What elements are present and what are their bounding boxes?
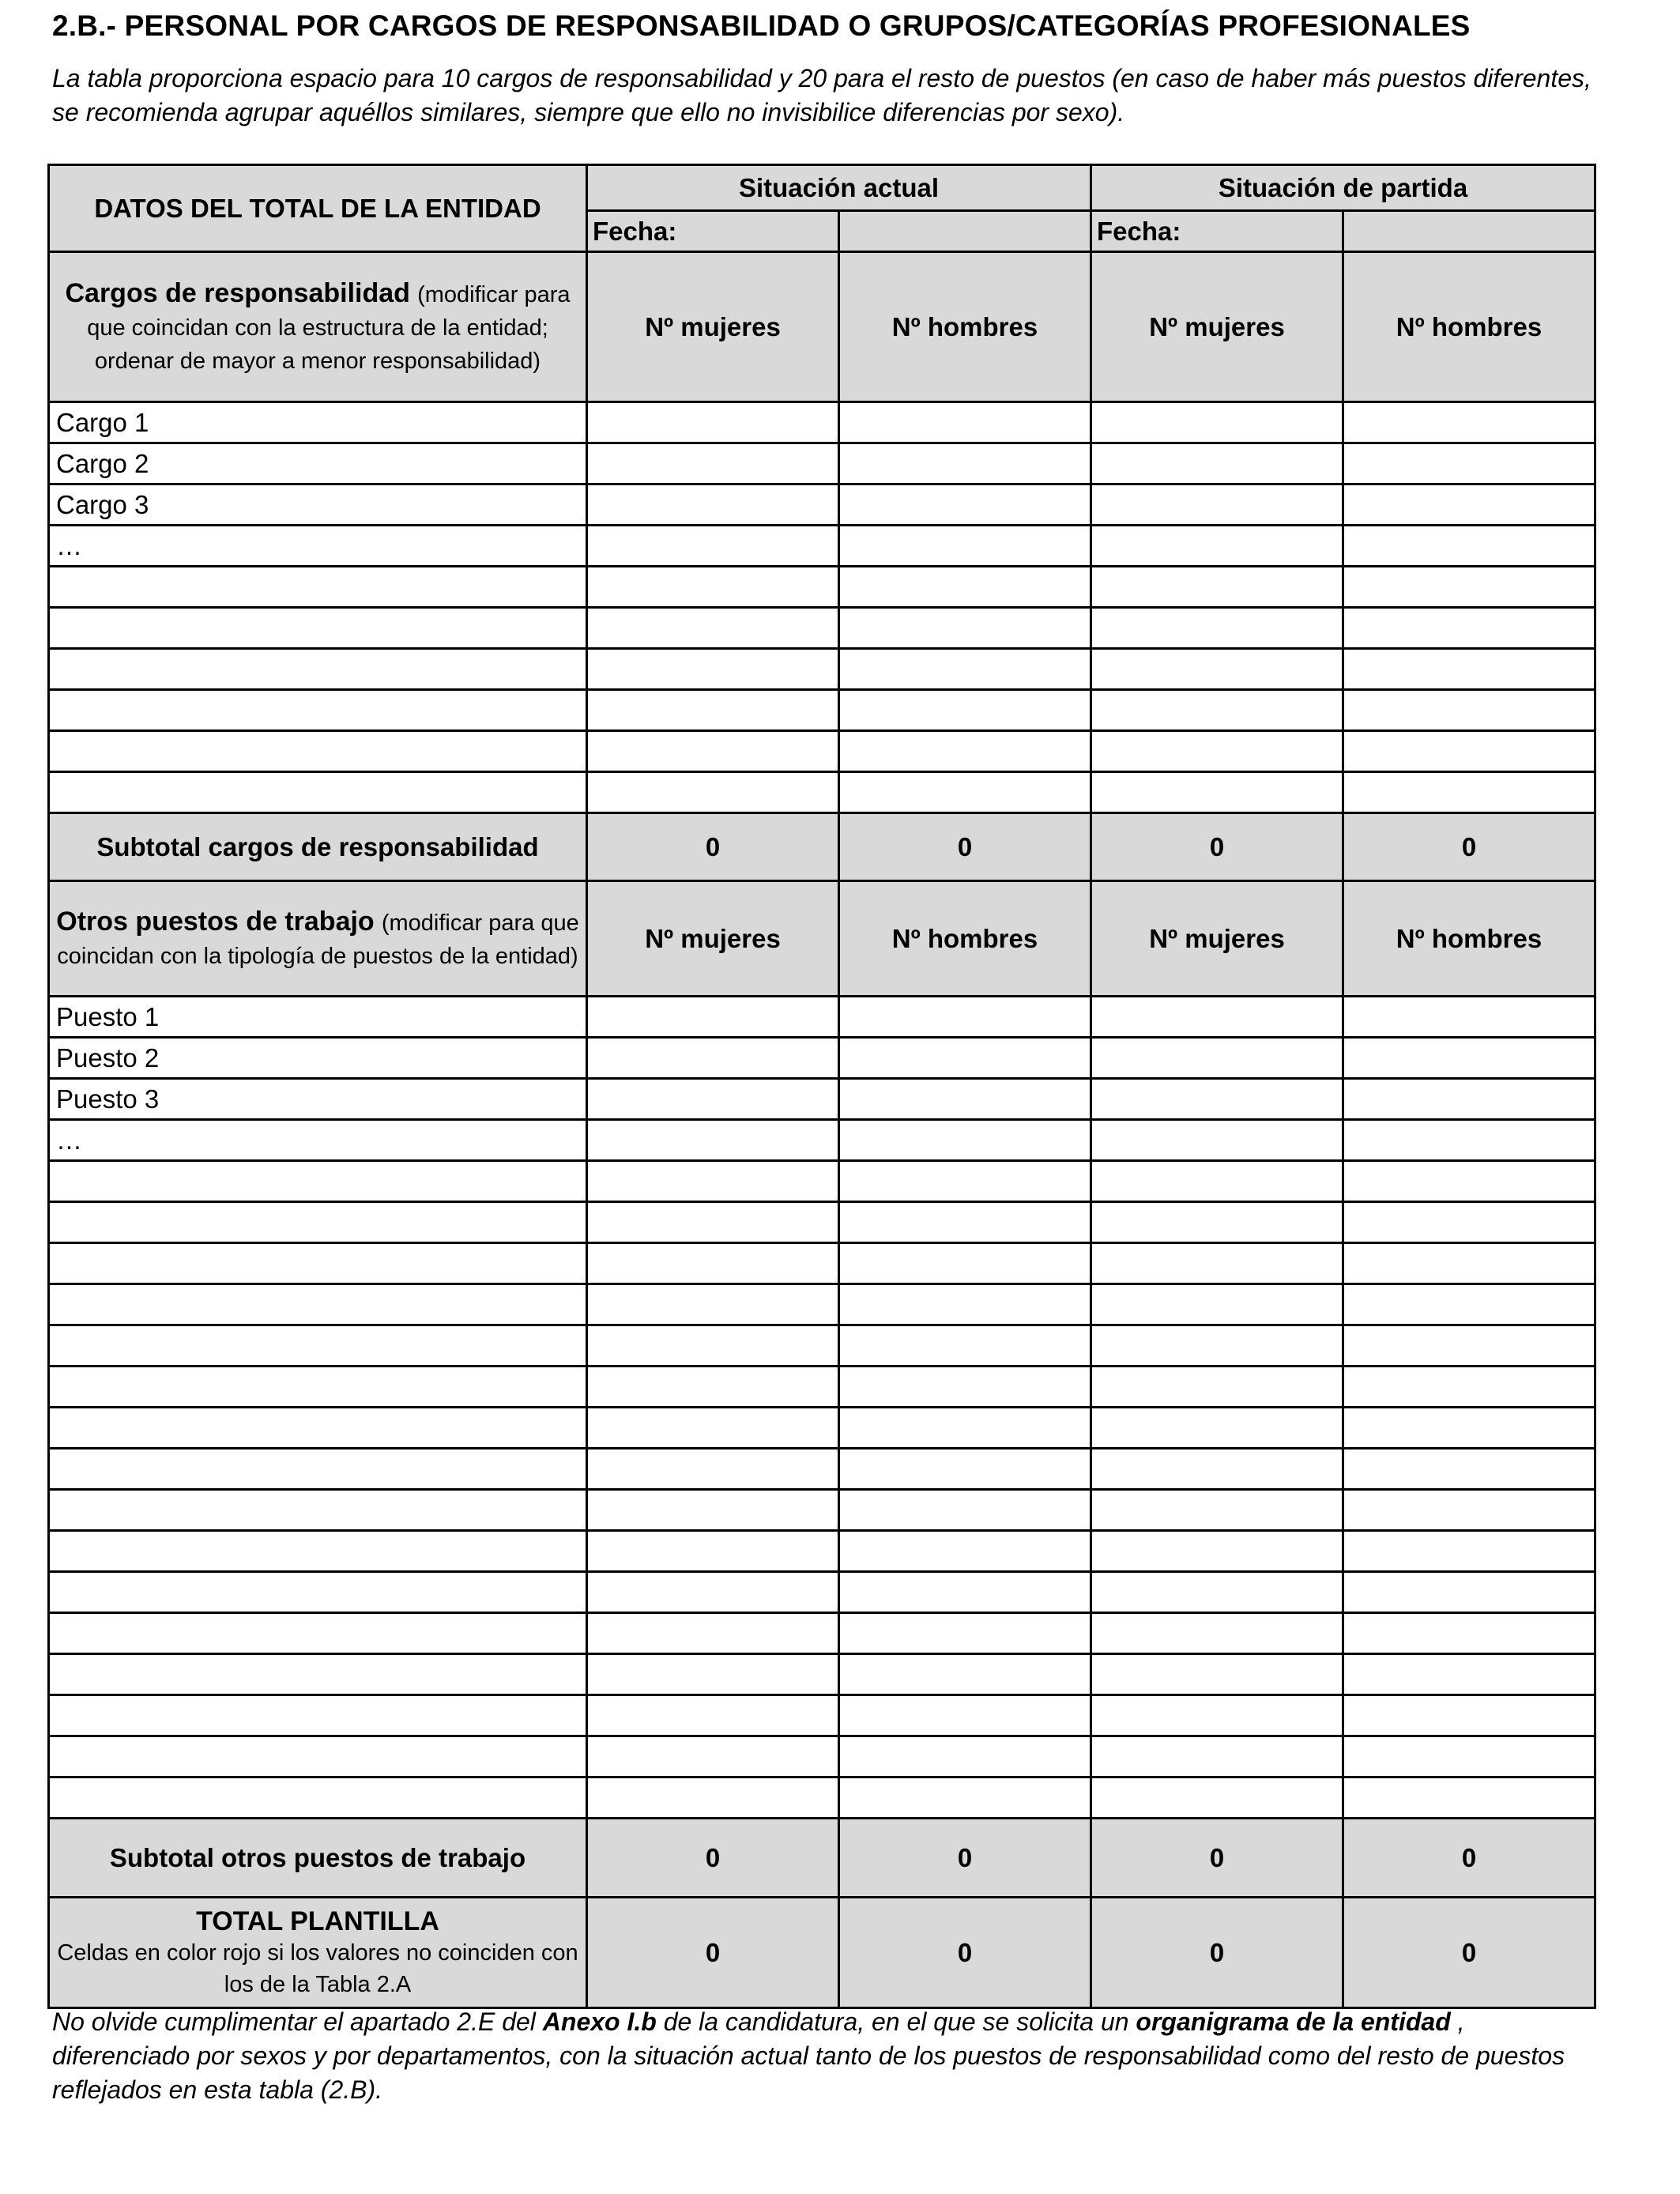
input-cell-women-actual[interactable] <box>587 1572 839 1613</box>
fecha-actual-label: Fecha: <box>587 211 839 252</box>
input-cell-women-actual[interactable] <box>587 1038 839 1079</box>
input-cell-men-partida[interactable] <box>1343 1408 1595 1449</box>
input-cell-women-actual[interactable] <box>587 1079 839 1120</box>
input-cell-men-partida[interactable] <box>1343 1695 1595 1736</box>
cargo-label[interactable] <box>49 567 587 608</box>
subtotal-puestos-value: 0 <box>839 1819 1091 1898</box>
input-cell-women-actual[interactable] <box>587 402 839 443</box>
puesto-label[interactable]: Puesto 3 <box>49 1079 587 1120</box>
puesto-row <box>49 1243 1595 1284</box>
footnote-text: No olvide cumplimentar el apartado 2.E del <box>52 2007 543 2036</box>
total-plantilla-note: Celdas en color rojo si los valores no coinciden con los de la Tabla 2.A <box>57 1940 578 1997</box>
input-cell-men-actual[interactable] <box>839 1408 1091 1449</box>
input-cell-men-actual[interactable] <box>839 1325 1091 1367</box>
input-cell-women-partida[interactable] <box>1091 484 1343 526</box>
input-cell-men-actual[interactable] <box>839 402 1091 443</box>
input-cell-men-actual[interactable] <box>839 1120 1091 1161</box>
situacion-partida-header: Situación de partida <box>1091 165 1595 211</box>
col-actual-women: Nº mujeres <box>587 881 839 997</box>
cargo-label[interactable]: Cargo 3 <box>49 484 587 526</box>
input-cell-women-partida[interactable] <box>1091 402 1343 443</box>
subtotal-puestos-label: Subtotal otros puestos de trabajo <box>49 1819 587 1898</box>
input-cell-men-partida[interactable] <box>1343 567 1595 608</box>
input-cell-men-actual[interactable] <box>839 1038 1091 1079</box>
input-cell-men-actual[interactable] <box>839 1161 1091 1202</box>
puesto-label[interactable] <box>49 1736 587 1777</box>
input-cell-women-partida[interactable] <box>1091 1490 1343 1531</box>
col-partida-women: Nº mujeres <box>1091 252 1343 402</box>
input-cell-women-partida[interactable] <box>1091 567 1343 608</box>
cargo-row <box>49 443 1595 484</box>
situacion-actual-header: Situación actual <box>587 165 1091 211</box>
cargo-row <box>49 649 1595 690</box>
input-cell-women-actual[interactable] <box>587 1284 839 1325</box>
input-cell-women-partida[interactable] <box>1091 1531 1343 1572</box>
input-cell-men-actual[interactable] <box>839 1449 1091 1490</box>
input-cell-men-partida[interactable] <box>1343 1777 1595 1819</box>
cargo-label[interactable] <box>49 731 587 772</box>
input-cell-women-actual[interactable] <box>587 690 839 731</box>
input-cell-men-partida[interactable] <box>1343 1449 1595 1490</box>
puesto-label[interactable] <box>49 1572 587 1613</box>
subtotal-cargos-value: 0 <box>839 813 1091 881</box>
puesto-label[interactable] <box>49 1284 587 1325</box>
input-cell-men-partida[interactable] <box>1343 731 1595 772</box>
cargos-section-header <box>49 252 587 402</box>
input-cell-men-partida[interactable] <box>1343 1120 1595 1161</box>
input-cell-men-partida[interactable] <box>1343 1367 1595 1408</box>
total-value: 0 <box>839 1898 1091 2008</box>
input-cell-men-actual[interactable] <box>839 690 1091 731</box>
puesto-label[interactable] <box>49 1613 587 1654</box>
input-cell-men-partida[interactable] <box>1343 1613 1595 1654</box>
input-cell-men-actual[interactable] <box>839 1079 1091 1120</box>
input-cell-men-actual[interactable] <box>839 1490 1091 1531</box>
input-cell-men-partida[interactable] <box>1343 1243 1595 1284</box>
input-cell-men-actual[interactable] <box>839 649 1091 690</box>
entity-header: DATOS DEL TOTAL DE LA ENTIDAD <box>49 165 587 252</box>
input-cell-women-actual[interactable] <box>587 1202 839 1243</box>
puestos-section-header <box>49 881 587 997</box>
input-cell-women-actual[interactable] <box>587 772 839 813</box>
input-cell-women-partida[interactable] <box>1091 1449 1343 1490</box>
puesto-row <box>49 1367 1595 1408</box>
input-cell-women-actual[interactable] <box>587 1777 839 1819</box>
input-cell-men-actual[interactable] <box>839 1202 1091 1243</box>
cargo-row <box>49 484 1595 526</box>
subtotal-puestos-value: 0 <box>587 1819 839 1898</box>
input-cell-men-actual[interactable] <box>839 567 1091 608</box>
input-cell-women-partida[interactable] <box>1091 1038 1343 1079</box>
puesto-row <box>49 1695 1595 1736</box>
puesto-row <box>49 1120 1595 1161</box>
input-cell-men-actual[interactable] <box>839 1531 1091 1572</box>
total-value: 0 <box>1091 1898 1343 2008</box>
input-cell-women-partida[interactable] <box>1091 443 1343 484</box>
puestos-note: (modificar para que coincidan con la tipología de puestos de la entidad) <box>57 910 579 969</box>
subtotal-cargos-value: 0 <box>587 813 839 881</box>
input-cell-women-partida[interactable] <box>1091 1367 1343 1408</box>
puesto-label[interactable] <box>49 1202 587 1243</box>
input-cell-men-partida[interactable] <box>1343 1038 1595 1079</box>
puesto-label[interactable] <box>49 1531 587 1572</box>
input-cell-men-partida[interactable] <box>1343 649 1595 690</box>
cargo-row <box>49 526 1595 567</box>
puesto-row <box>49 1613 1595 1654</box>
input-cell-men-partida[interactable] <box>1343 526 1595 567</box>
puesto-row <box>49 1449 1595 1490</box>
subtotal-puestos-value: 0 <box>1343 1819 1595 1898</box>
input-cell-women-actual[interactable] <box>587 1449 839 1490</box>
input-cell-men-actual[interactable] <box>839 1243 1091 1284</box>
footnote <box>52 2005 1601 2107</box>
puesto-row <box>49 1490 1595 1531</box>
col-partida-men: Nº hombres <box>1343 252 1595 402</box>
input-cell-women-partida[interactable] <box>1091 1695 1343 1736</box>
col-partida-men: Nº hombres <box>1343 881 1595 997</box>
cargo-row <box>49 772 1595 813</box>
input-cell-women-partida[interactable] <box>1091 772 1343 813</box>
subtotal-cargos-label: Subtotal cargos de responsabilidad <box>49 813 587 881</box>
input-cell-men-actual[interactable] <box>839 1613 1091 1654</box>
cargo-label[interactable] <box>49 690 587 731</box>
cargo-label[interactable]: Cargo 1 <box>49 402 587 443</box>
subtotal-cargos-value: 0 <box>1343 813 1595 881</box>
puesto-row <box>49 1161 1595 1202</box>
input-cell-men-partida[interactable] <box>1343 1161 1595 1202</box>
fecha-actual-input[interactable] <box>839 211 1091 252</box>
puesto-label[interactable]: Puesto 1 <box>49 997 587 1038</box>
total-plantilla-label: TOTAL PLANTILLA <box>196 1906 439 1936</box>
input-cell-women-actual[interactable] <box>587 1408 839 1449</box>
input-cell-women-actual[interactable] <box>587 1695 839 1736</box>
page-title: 2.B.- PERSONAL POR CARGOS DE RESPONSABILIDAD O GRUPOS/CATEGORÍAS PROFESIONALES <box>52 9 1471 42</box>
input-cell-women-actual[interactable] <box>587 1367 839 1408</box>
input-cell-women-partida[interactable] <box>1091 731 1343 772</box>
puesto-row <box>49 1325 1595 1367</box>
puesto-row <box>49 997 1595 1038</box>
input-cell-men-partida[interactable] <box>1343 772 1595 813</box>
input-cell-women-actual[interactable] <box>587 526 839 567</box>
input-cell-women-partida[interactable] <box>1091 1613 1343 1654</box>
input-cell-women-actual[interactable] <box>587 997 839 1038</box>
cargos-title: Cargos de responsabilidad <box>65 277 410 308</box>
input-cell-men-actual[interactable] <box>839 1695 1091 1736</box>
puesto-row <box>49 1654 1595 1695</box>
input-cell-women-partida[interactable] <box>1091 1736 1343 1777</box>
puesto-label[interactable]: Puesto 2 <box>49 1038 587 1079</box>
input-cell-women-actual[interactable] <box>587 567 839 608</box>
input-cell-men-actual[interactable] <box>839 1654 1091 1695</box>
input-cell-men-partida[interactable] <box>1343 402 1595 443</box>
input-cell-men-actual[interactable] <box>839 526 1091 567</box>
puesto-label[interactable] <box>49 1367 587 1408</box>
cargos-note: (modificar para que coincidan con la estructura de la entidad; ordenar de mayor a menor responsabilidad) <box>87 281 571 374</box>
input-cell-men-partida[interactable] <box>1343 484 1595 526</box>
input-cell-women-actual[interactable] <box>587 1161 839 1202</box>
input-cell-men-partida[interactable] <box>1343 1736 1595 1777</box>
puesto-label[interactable] <box>49 1408 587 1449</box>
input-cell-women-partida[interactable] <box>1091 1161 1343 1202</box>
intro-text: La tabla proporciona espacio para 10 cargos de responsabilidad y 20 para el resto de puestos (en caso de haber más puestos diferentes, se recomienda agrupar aquéllos similares, siempre que ello no invisibilice diferencias por sexo). <box>52 64 1591 126</box>
input-cell-women-partida[interactable] <box>1091 1408 1343 1449</box>
puesto-label[interactable] <box>49 1449 587 1490</box>
puesto-row <box>49 1284 1595 1325</box>
puesto-row <box>49 1038 1595 1079</box>
input-cell-women-actual[interactable] <box>587 1736 839 1777</box>
input-cell-women-partida[interactable] <box>1091 1572 1343 1613</box>
col-actual-men: Nº hombres <box>839 881 1091 997</box>
input-cell-women-partida[interactable] <box>1091 649 1343 690</box>
input-cell-men-partida[interactable] <box>1343 1654 1595 1695</box>
puesto-label[interactable] <box>49 1243 587 1284</box>
puesto-label[interactable]: … <box>49 1120 587 1161</box>
puesto-label[interactable] <box>49 1490 587 1531</box>
input-cell-women-partida[interactable] <box>1091 1325 1343 1367</box>
puesto-row <box>49 1572 1595 1613</box>
cargo-row <box>49 402 1595 443</box>
input-cell-men-actual[interactable] <box>839 1572 1091 1613</box>
input-cell-women-actual[interactable] <box>587 1613 839 1654</box>
input-cell-men-partida[interactable] <box>1343 1490 1595 1531</box>
input-cell-women-actual[interactable] <box>587 731 839 772</box>
input-cell-men-actual[interactable] <box>839 608 1091 649</box>
subtotal-cargos-value: 0 <box>1091 813 1343 881</box>
footnote-annex-ref: Anexo I.b <box>542 2007 657 2036</box>
col-partida-women: Nº mujeres <box>1091 881 1343 997</box>
footnote-organigram-ref: organigrama de la entidad <box>1136 2007 1451 2036</box>
input-cell-men-actual[interactable] <box>839 443 1091 484</box>
input-cell-men-partida[interactable] <box>1343 608 1595 649</box>
input-cell-women-partida[interactable] <box>1091 1202 1343 1243</box>
cargo-label[interactable] <box>49 649 587 690</box>
col-actual-men: Nº hombres <box>839 252 1091 402</box>
puesto-row <box>49 1202 1595 1243</box>
puesto-label[interactable] <box>49 1654 587 1695</box>
cargo-label[interactable] <box>49 772 587 813</box>
puesto-row <box>49 1408 1595 1449</box>
fecha-partida-input[interactable] <box>1343 211 1595 252</box>
input-cell-men-partida[interactable] <box>1343 1531 1595 1572</box>
cargo-row <box>49 731 1595 772</box>
input-cell-women-actual[interactable] <box>587 1531 839 1572</box>
total-value: 0 <box>587 1898 839 2008</box>
input-cell-women-partida[interactable] <box>1091 608 1343 649</box>
cargo-row <box>49 608 1595 649</box>
cargo-row <box>49 567 1595 608</box>
input-cell-men-partida[interactable] <box>1343 1202 1595 1243</box>
input-cell-women-partida[interactable] <box>1091 1654 1343 1695</box>
input-cell-men-actual[interactable] <box>839 1367 1091 1408</box>
staff-table <box>47 164 1596 2009</box>
input-cell-men-actual[interactable] <box>839 997 1091 1038</box>
puesto-label[interactable] <box>49 1325 587 1367</box>
puesto-row <box>49 1777 1595 1819</box>
cargo-label[interactable]: Cargo 2 <box>49 443 587 484</box>
puesto-label[interactable] <box>49 1695 587 1736</box>
footnote-text: , diferenciado por sexos y por departamentos, con la situación actual tanto de los puestos de responsabilidad como del resto de puestos reflejados en esta tabla (2.B). <box>52 2007 1565 2104</box>
input-cell-men-actual[interactable] <box>839 1284 1091 1325</box>
fecha-partida-label: Fecha: <box>1091 211 1343 252</box>
total-plantilla-cell <box>49 1898 587 2008</box>
input-cell-women-partida[interactable] <box>1091 526 1343 567</box>
subtotal-puestos-value: 0 <box>1091 1819 1343 1898</box>
input-cell-women-actual[interactable] <box>587 484 839 526</box>
input-cell-men-actual[interactable] <box>839 1777 1091 1819</box>
input-cell-women-partida[interactable] <box>1091 1243 1343 1284</box>
input-cell-men-partida[interactable] <box>1343 443 1595 484</box>
input-cell-men-actual[interactable] <box>839 731 1091 772</box>
input-cell-women-actual[interactable] <box>587 443 839 484</box>
input-cell-women-actual[interactable] <box>587 608 839 649</box>
input-cell-men-actual[interactable] <box>839 484 1091 526</box>
puesto-label[interactable] <box>49 1777 587 1819</box>
input-cell-men-actual[interactable] <box>839 1736 1091 1777</box>
puesto-row <box>49 1736 1595 1777</box>
input-cell-women-partida[interactable] <box>1091 997 1343 1038</box>
input-cell-women-partida[interactable] <box>1091 1079 1343 1120</box>
puestos-title: Otros puestos de trabajo <box>56 906 375 937</box>
cargo-row <box>49 690 1595 731</box>
puesto-label[interactable] <box>49 1161 587 1202</box>
input-cell-men-partida[interactable] <box>1343 997 1595 1038</box>
total-value: 0 <box>1343 1898 1595 2008</box>
input-cell-women-actual[interactable] <box>587 1654 839 1695</box>
input-cell-women-actual[interactable] <box>587 1490 839 1531</box>
input-cell-men-partida[interactable] <box>1343 1079 1595 1120</box>
input-cell-women-actual[interactable] <box>587 1120 839 1161</box>
input-cell-women-partida[interactable] <box>1091 1284 1343 1325</box>
cargo-label[interactable] <box>49 608 587 649</box>
col-actual-women: Nº mujeres <box>587 252 839 402</box>
input-cell-men-partida[interactable] <box>1343 1325 1595 1367</box>
input-cell-women-actual[interactable] <box>587 649 839 690</box>
input-cell-women-partida[interactable] <box>1091 1777 1343 1819</box>
input-cell-women-partida[interactable] <box>1091 690 1343 731</box>
input-cell-men-actual[interactable] <box>839 772 1091 813</box>
puesto-row <box>49 1531 1595 1572</box>
puesto-row <box>49 1079 1595 1120</box>
input-cell-women-actual[interactable] <box>587 1325 839 1367</box>
footnote-text: de la candidatura, en el que se solicita un <box>656 2007 1136 2036</box>
cargo-label[interactable]: … <box>49 526 587 567</box>
input-cell-men-partida[interactable] <box>1343 690 1595 731</box>
input-cell-women-actual[interactable] <box>587 1243 839 1284</box>
input-cell-women-partida[interactable] <box>1091 1120 1343 1161</box>
input-cell-men-partida[interactable] <box>1343 1572 1595 1613</box>
input-cell-men-partida[interactable] <box>1343 1284 1595 1325</box>
